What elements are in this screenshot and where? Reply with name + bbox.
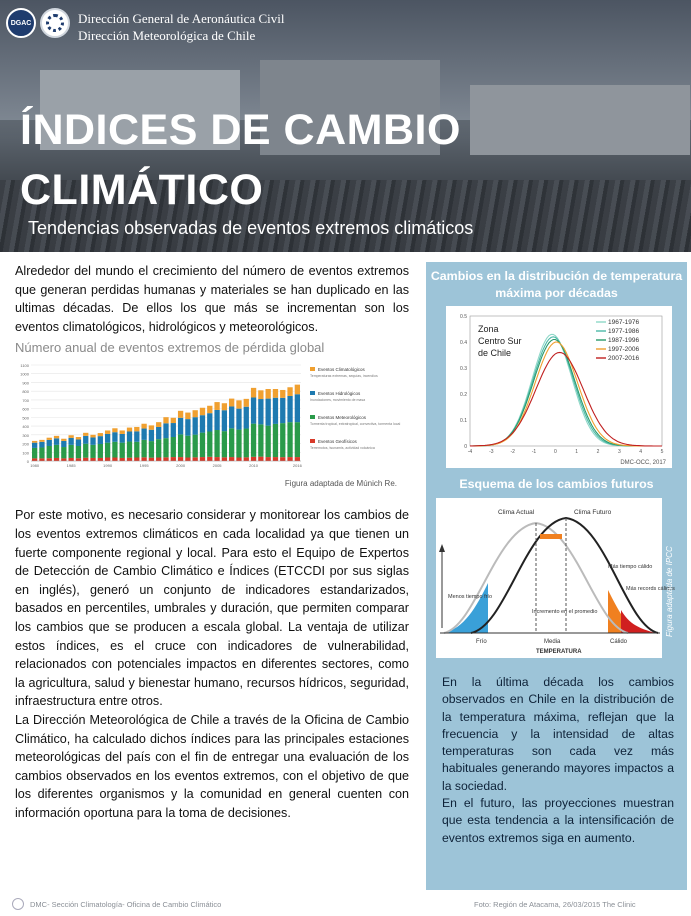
legend-name: Eventos Geofísicos: [318, 439, 357, 445]
bar: [287, 396, 292, 422]
y-tick-label: 400: [22, 424, 29, 430]
bar: [222, 411, 227, 432]
y-tick-label: 1100: [20, 363, 29, 369]
bar: [54, 445, 59, 458]
sidebar-paragraph-2: En el futuro, las proyecciones muestran que esta tendencia a la intensificación de eventos extremos siga en aumento.: [442, 796, 674, 845]
bar: [287, 457, 292, 461]
x-tick-label: -2: [510, 449, 515, 455]
bar: [193, 458, 198, 462]
bar: [178, 418, 183, 435]
sidebar-title-2: Esquema de los cambios futuros: [459, 477, 654, 491]
page-title: ÍNDICES DE CAMBIO CLIMÁTICO: [20, 106, 461, 214]
bar: [207, 432, 212, 457]
bar: [178, 457, 183, 461]
y-tick-label: 0.5: [460, 314, 467, 320]
x-tick-label: -1: [531, 449, 537, 455]
bar: [207, 414, 212, 432]
bar: [200, 408, 205, 415]
chart-caption: Figura adaptada de Múnich Re.: [284, 479, 397, 489]
bar: [68, 445, 73, 458]
legend-label: 1997-2006: [608, 346, 640, 353]
series-line: [470, 352, 662, 446]
legend-label: 1967-1976: [608, 319, 640, 326]
y-tick-label: 500: [22, 415, 29, 421]
bar: [251, 457, 256, 461]
label-clima-futuro: Clima Futuro: [574, 509, 612, 516]
bar: [178, 435, 183, 458]
bar: [266, 426, 271, 457]
bar: [193, 435, 198, 458]
bar: [90, 458, 95, 461]
bar: [236, 401, 241, 409]
x-tick-label: 0: [553, 449, 557, 455]
bar: [105, 458, 110, 461]
bar: [266, 399, 271, 426]
bar: [105, 431, 110, 434]
bar: [185, 419, 190, 436]
bar: [280, 398, 285, 423]
bar: [280, 458, 285, 462]
bar: [280, 390, 285, 398]
legend-name: Eventos Meteorológicos: [318, 415, 367, 421]
x-tick-label: 3: [617, 449, 621, 455]
legend-note: Tormenta tropical, extratropical, convectiva, tormenta local: [310, 422, 401, 427]
bar: [149, 430, 154, 441]
bar: [141, 424, 146, 429]
bar: [266, 389, 271, 399]
bar: [200, 433, 205, 457]
y-tick-label: 300: [22, 433, 29, 439]
bar: [244, 399, 249, 407]
bar: [200, 416, 205, 433]
label-mas-calido: Más tiempo cálido: [608, 564, 653, 570]
x-tick-label: 2016: [292, 463, 302, 469]
bar: [76, 446, 81, 458]
bar: [200, 457, 205, 461]
label-clima-actual: Clima Actual: [498, 509, 535, 516]
bar: [68, 438, 73, 445]
bar: [244, 429, 249, 458]
label-mas-records: Más records cálidos: [626, 586, 675, 592]
bar: [98, 433, 103, 436]
bar: [127, 442, 132, 458]
distribution-chart: [446, 306, 672, 468]
bar: [171, 437, 176, 457]
bar: [163, 439, 168, 458]
bar: [273, 398, 278, 424]
label-incremento: Incremento en el promedio: [532, 609, 598, 615]
bar: [229, 457, 234, 461]
bar: [273, 457, 278, 461]
bar: [83, 458, 88, 461]
future-climate-curve: [471, 518, 658, 633]
bar: [68, 458, 73, 461]
sidebar-title-1: Cambios en la distribución de temperatura máxima por décadas: [430, 269, 683, 300]
bar: [222, 432, 227, 458]
bar: [295, 385, 300, 395]
bar: [193, 411, 198, 418]
x-tick-label: -4: [467, 449, 473, 455]
bar: [98, 458, 103, 461]
legend-note: Inundaciones, movimiento de masa: [310, 398, 366, 403]
bar: [236, 458, 241, 461]
legend-swatch: [310, 367, 315, 371]
bar: [258, 391, 263, 400]
y-tick-label: 700: [22, 398, 29, 404]
y-tick-label: 600: [22, 407, 29, 413]
legend-note: Terremotos, tsunamis, actividad volcánica: [310, 446, 375, 451]
bar: [141, 429, 146, 440]
bar: [156, 423, 161, 428]
bar: [222, 404, 227, 411]
footer-logo-icon: [12, 898, 24, 910]
label-menos-frio: Menos tiempo frío: [448, 594, 493, 600]
bar: [156, 440, 161, 458]
bar: [54, 436, 59, 438]
bar: [134, 458, 139, 461]
label-temperatura: TEMPERATURA: [536, 649, 582, 655]
bar: [214, 430, 219, 457]
bar: [163, 424, 168, 439]
y-tick-label: 0.3: [460, 366, 467, 372]
bar: [171, 418, 176, 423]
bar: [83, 433, 88, 436]
x-tick-label: 2005: [212, 463, 222, 469]
label-media: Media: [544, 639, 561, 645]
logos: [6, 8, 70, 38]
bar: [47, 459, 52, 462]
bar: [127, 432, 132, 442]
bar: [76, 440, 81, 447]
x-tick-label: 2010: [249, 463, 259, 469]
footer-right: Foto: Región de Atacama, 26/03/2015 The Clinic: [474, 900, 636, 909]
bar: [120, 443, 125, 458]
bar: [258, 425, 263, 457]
bar: [112, 458, 117, 461]
chart-title: Número anual de eventos extremos de pérdida global: [15, 340, 325, 356]
bar: [149, 441, 154, 458]
bar: [258, 457, 263, 461]
bar: [76, 437, 81, 439]
building-shape: [470, 85, 690, 155]
bar: [105, 434, 110, 443]
bar: [295, 423, 300, 458]
bar: [134, 432, 139, 442]
legend-swatch: [310, 415, 315, 419]
bar: [47, 446, 52, 458]
bar: [244, 407, 249, 429]
bar: [193, 418, 198, 435]
bar: [90, 438, 95, 445]
shift-arrow: [540, 534, 562, 539]
bar: [120, 431, 125, 434]
bar: [207, 457, 212, 461]
zone-annotation: Centro Sur: [478, 336, 522, 346]
bar: [280, 423, 285, 457]
ipcc-caption: Figura adaptada de IPCC: [665, 546, 674, 637]
bar: [251, 388, 256, 398]
bar: [39, 440, 44, 442]
sidebar-text: [442, 674, 674, 847]
bar: [134, 442, 139, 458]
bar: [61, 459, 66, 462]
legend-swatch: [310, 391, 315, 395]
bar: [214, 402, 219, 410]
intro-paragraph: Alrededor del mundo el crecimiento del número de eventos extremos que generan perdidas humanas y materiales se han duplicado en las ultimas décadas. De ellos los que más se incrementan son los eventos climatológicos, hidrológicos y meteorológicos.: [15, 264, 409, 334]
x-tick-label: 1995: [139, 463, 149, 469]
x-tick-label: 4: [639, 449, 643, 455]
bar: [120, 458, 125, 461]
label-calido: Cálido: [610, 639, 628, 645]
bar: [54, 458, 59, 461]
body-paragraph-1: Por este motivo, es necesario considerar y monitorear los cambios de los eventos extremos climáticos en cada localidad ya que tienen un fuerte componente regional y local. Para esto el Equipo de Expertos de Detección de Cambio Climático e Índices (ETCCDI por sus siglas en inglés), generó un conjunto de indicadores estandarizados, basados en percentiles, umbrales y duración, que permiten comparar los cambios que se producen a escala global. La ventaja de utilizar estos índices, es el cruce con indicadores de vulnerabilidad, relacionados con potenciales impactos en diferentes sectores, como la agricultura, salud y bienestar humano, recursos hídricos, seguridad, infraestructura entre otros.: [15, 508, 409, 709]
bar: [229, 399, 234, 407]
bar: [61, 441, 66, 447]
legend-label: 2007-2016: [608, 355, 640, 362]
bar: [61, 439, 66, 441]
bar: [236, 409, 241, 430]
bar: [98, 437, 103, 445]
bar: [39, 459, 44, 462]
bar: [156, 458, 161, 461]
y-tick-label: 800: [22, 389, 29, 395]
bar: [236, 430, 241, 458]
y-tick-label: 1000: [20, 372, 29, 378]
y-tick-label: 0: [26, 459, 29, 465]
bar: [163, 418, 168, 424]
x-tick-label: 2: [596, 449, 600, 455]
y-tick-label: 900: [22, 380, 29, 386]
left-column: [15, 262, 409, 822]
events-chart-svg: [15, 359, 409, 477]
bar: [120, 434, 125, 443]
y-tick-label: 0.4: [460, 340, 467, 346]
bar: [32, 448, 37, 458]
legend-label: 1977-1986: [608, 328, 640, 335]
bar: [39, 448, 44, 459]
bar: [47, 440, 52, 446]
bar: [287, 388, 292, 397]
body-paragraph-2: La Dirección Meteorológica de Chile a través de la Oficina de Cambio Climático, ha calculado dichos índices para las principales estaciones meteorológicas del país con el fin de entregar una evaluación de los cambios observados en los eventos extremos, con el objetivo de que los diferentes organismos y la comunidad en general cuenten con información oportuna para la toma de decisiones.: [15, 712, 409, 820]
bar: [258, 399, 263, 424]
page-subtitle: Tendencias observadas de eventos extremos climáticos: [28, 218, 474, 238]
bar: [32, 443, 37, 448]
legend-name: Eventos Climatológicos: [318, 367, 365, 373]
bar: [149, 426, 154, 430]
chart-source: DMC-OCC, 2017: [620, 460, 666, 466]
bar: [266, 457, 271, 461]
bar: [185, 436, 190, 458]
y-tick-label: 0.1: [460, 418, 467, 424]
footer: [0, 893, 691, 916]
bar: [295, 395, 300, 423]
y-tick-label: 200: [22, 441, 29, 447]
legend-label: 1987-1996: [608, 337, 640, 344]
org-line-2: Dirección Meteorológica de Chile: [78, 28, 256, 43]
bar: [214, 410, 219, 430]
bar: [39, 442, 44, 448]
bar: [98, 444, 103, 458]
axis-arrow: [439, 544, 445, 552]
bar: [185, 458, 190, 461]
zone-annotation: Zona: [478, 324, 499, 334]
dmc-logo: [40, 8, 70, 38]
bar: [229, 407, 234, 429]
dgac-logo: DGAC: [6, 8, 36, 38]
bar: [112, 442, 117, 458]
footer-left: DMC- Sección Climatología- Oficina de Cambio Climático: [30, 900, 222, 909]
bar: [214, 457, 219, 461]
bar: [141, 458, 146, 462]
bar: [222, 458, 227, 462]
y-tick-label: 100: [22, 450, 29, 456]
bar: [83, 444, 88, 458]
legend-swatch: [310, 439, 315, 443]
distribution-chart-svg: [446, 306, 672, 468]
x-tick-label: -3: [489, 449, 494, 455]
header-banner: [0, 0, 691, 252]
bar: [105, 443, 110, 458]
bar: [178, 411, 183, 418]
x-tick-label: 1980: [30, 463, 40, 469]
bar: [76, 459, 81, 462]
bar: [134, 427, 139, 431]
bar: [112, 429, 117, 433]
org-line-1: Dirección General de Aeronáutica Civil: [78, 11, 285, 26]
bar: [207, 406, 212, 413]
sidebar: [426, 262, 687, 890]
x-tick-label: 1985: [66, 463, 76, 469]
bar: [229, 429, 234, 458]
bar: [61, 447, 66, 458]
zone-annotation: de Chile: [478, 348, 512, 358]
bar: [127, 458, 132, 461]
bar: [171, 423, 176, 437]
legend-name: Eventos Hidrológicos: [318, 391, 361, 397]
x-tick-label: 5: [660, 449, 664, 455]
bar: [295, 457, 300, 461]
bar: [141, 440, 146, 457]
bar: [244, 458, 249, 462]
label-frio: Frío: [476, 639, 487, 645]
bar: [185, 413, 190, 420]
bar: [32, 459, 37, 462]
bar: [47, 438, 52, 440]
bar: [171, 457, 176, 461]
x-tick-label: 1: [575, 449, 579, 455]
bar: [287, 423, 292, 458]
cold-area: [444, 583, 488, 633]
bar: [251, 398, 256, 424]
bar: [83, 436, 88, 444]
bar: [68, 436, 73, 439]
events-chart: [15, 359, 409, 477]
bar: [156, 427, 161, 439]
bar: [251, 424, 256, 457]
x-tick-label: 1990: [103, 463, 113, 469]
sidebar-paragraph-1: En la última década los cambios observados en Chile en la distribución de la temperatura máxima, reflejan que la frecuencia y la intensidad de altas temperaturas son cada vez más habituales generando mayores impactos a la sociedad.: [442, 675, 674, 793]
bar: [90, 435, 95, 438]
bar: [54, 439, 59, 446]
bar: [112, 433, 117, 443]
organization: [78, 10, 284, 44]
bar: [273, 424, 278, 457]
legend-note: Temperaturas extremas, sequías, incendios: [310, 374, 378, 379]
y-tick-label: 0: [464, 444, 467, 450]
bar: [149, 458, 154, 461]
bar: [273, 389, 278, 398]
x-tick-label: 2000: [176, 463, 186, 469]
bar: [163, 458, 168, 462]
bar: [127, 428, 132, 432]
y-tick-label: 0.2: [460, 392, 467, 398]
bar: [32, 441, 37, 443]
bar: [90, 445, 95, 458]
